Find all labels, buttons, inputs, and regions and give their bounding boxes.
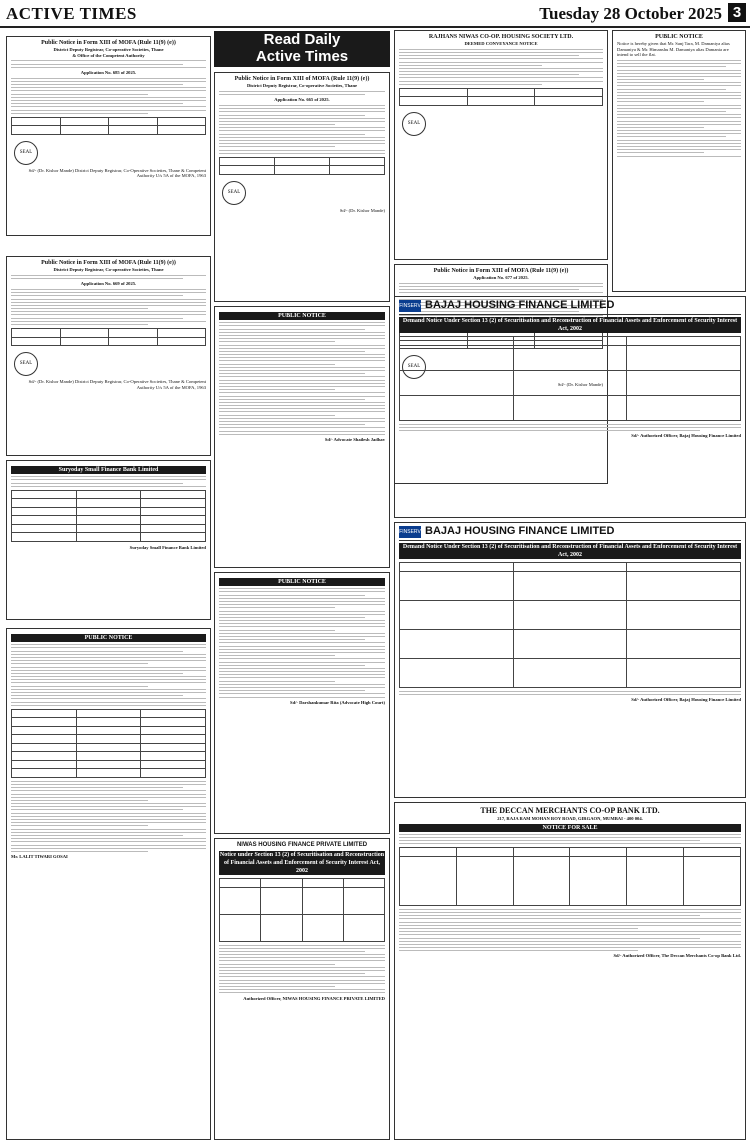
- signatory: Sd/- Authorized Officer, The Deccan Merchants Co-op Bank Ltd.: [613, 953, 741, 959]
- application-number: Application No. 669 of 2025.: [80, 281, 137, 287]
- notice-title: PUBLIC NOTICE: [219, 578, 385, 586]
- seal-stamp: SEAL: [222, 181, 246, 205]
- public-notice-right: [612, 30, 746, 292]
- signatory: Sd/- Authorized Officer, Bajaj Housing Finance Limited: [631, 696, 741, 702]
- society-name: RAJHANS NIWAS CO-OP. HOUSING SOCIETY LTD.: [428, 34, 574, 40]
- suryoday-title: Suryoday Small Finance Bank Limited: [11, 466, 206, 474]
- bajaj-housing-notice-1: [394, 296, 746, 518]
- signatory: Sd/- Advocate Shailesh Jadhav: [324, 436, 385, 442]
- public-notice-left: [6, 628, 211, 1140]
- niwas-housing-notice: [214, 838, 390, 1140]
- notice-body: [219, 588, 385, 697]
- borrower-table: [11, 490, 206, 542]
- borrower-table: [219, 878, 385, 942]
- demand-notice-bar: Demand Notice Under Section 13 (2) of Securitisation and Reconstruction of Financial Assets and Enforcement of Security Interest Act, 2002: [399, 317, 741, 333]
- signatory: Sd/- (Dr. Kishor Mande): [557, 382, 603, 388]
- page-number: 3: [728, 3, 746, 22]
- rajhans-niwas-notice: [394, 30, 608, 260]
- deccan-bank-notice: [394, 802, 746, 1140]
- notice-body: [219, 945, 385, 994]
- notice-body: [399, 424, 741, 431]
- notice-body: [399, 834, 741, 845]
- property-table: [219, 157, 385, 175]
- notice-title: PUBLIC NOTICE: [11, 634, 206, 642]
- notice-body: [219, 322, 385, 435]
- notice-body: [219, 91, 385, 95]
- seal-stamp: SEAL: [402, 355, 426, 379]
- notice-body-2: [11, 78, 206, 114]
- notice-office: District Deputy Registrar, Co-operative Societies, Thane: [53, 267, 164, 272]
- bajaj-logo-icon: FINSERV: [399, 526, 421, 538]
- notice-title: Public Notice in Form XIII of MOFA (Rule 11(9) (e)): [41, 40, 176, 46]
- bajaj-title: BAJAJ HOUSING FINANCE LIMITED: [425, 299, 615, 312]
- notice-for-sale-bar: NOTICE FOR SALE: [399, 824, 741, 832]
- seal-stamp: SEAL: [402, 112, 426, 136]
- notice-body-2: [11, 781, 206, 852]
- public-notice-middle: [214, 306, 390, 568]
- bajaj-title: BAJAJ HOUSING FINANCE LIMITED: [425, 525, 615, 538]
- signatory: Authorized Officer, NIWAS HOUSING FINANCE PRIVATE LIMITED: [243, 995, 385, 1001]
- notice-body-2: [219, 105, 385, 154]
- banner-line-2: Active Times: [255, 48, 349, 65]
- deccan-address: 217, RAJA RAM MOHAN ROY ROAD, GIRGAON, MUMBAI - 400 004.: [497, 816, 643, 821]
- notice-body: [399, 49, 603, 85]
- loan-table: [399, 336, 741, 421]
- read-daily-banner: [214, 31, 390, 67]
- notice-body-2: [11, 289, 206, 325]
- notice-title: Public Notice in Form XIII of MOFA (Rule 11(9) (e)): [41, 260, 176, 266]
- notice-title: PUBLIC NOTICE: [219, 312, 385, 320]
- notice-office: District Deputy Registrar, Co-operative Societies, Thane: [246, 83, 358, 88]
- issue-date: Tuesday 28 October 2025: [539, 4, 722, 23]
- notice-office: District Deputy Registrar, Co-operative Societies, Thane: [53, 47, 164, 52]
- property-table: [11, 117, 206, 135]
- signatory: Sd/- Darshankumar Rita (Advocate High Court): [290, 699, 385, 705]
- notice-body: [11, 644, 206, 706]
- masthead: [0, 0, 750, 28]
- niwas-bar: Notice under Section 13 (2) of Securitisation and Reconstruction of Financial Assets and Enforcement of Security Interest Act, 2002: [219, 852, 385, 874]
- notice-body-2: [399, 909, 741, 951]
- bajaj-housing-notice-2: [394, 522, 746, 798]
- survey-table: [399, 88, 603, 106]
- notice-body: [617, 60, 741, 157]
- notice-mofa-669: [6, 256, 211, 456]
- loan-table: [399, 562, 741, 688]
- notice-title: Public Notice in Form XIII of MOFA (Rule 11(9) (e)): [234, 76, 370, 82]
- notice-mofa-665: [214, 72, 390, 302]
- application-number: Application No. 665 of 2025.: [274, 97, 330, 103]
- public-notice-middle-2: [214, 572, 390, 834]
- application-number: Application No. 685 of 2025.: [80, 69, 137, 75]
- bajaj-header: [399, 300, 741, 315]
- signatory: Sd/- (Dr. Kishor Mande) District Deputy Registrar, Co-Operative Societies, Thane & Competent Authority U/s 5A of the MOFA, 1963: [28, 167, 206, 179]
- signatory: Sd/- (Dr. Kishor Mande) District Deputy Registrar, Co-Operative Societies, Thane & Competent Authority U/s 5A of the MOFA, 1963: [28, 379, 206, 390]
- notice-office-2: & Office of the Competent Authority: [72, 52, 145, 58]
- suryoday-bank-notice: [6, 460, 211, 620]
- signatory: Suryoday Small Finance Bank Limited: [129, 544, 206, 550]
- banner-line-1: Read Daily: [263, 31, 341, 48]
- deccan-title: THE DECCAN MERCHANTS CO-OP BANK LTD.: [480, 806, 660, 815]
- notice-body: [11, 60, 206, 67]
- notice-body: [11, 275, 206, 279]
- notice-title: Public Notice in Form XIII of MOFA (Rule 11(9) (e)): [433, 268, 569, 274]
- bajaj-header: [399, 526, 741, 541]
- demand-notice-bar: Demand Notice Under Section 13 (2) of Securitisation and Reconstruction of Financial Assets and Enforcement of Security Interest Act, 2002: [399, 543, 741, 559]
- signatory: Sd/- Authorized Officer, Bajaj Housing Finance Limited: [631, 433, 741, 439]
- notice-heading: DEEMED CONVEYANCE NOTICE: [464, 41, 538, 46]
- ornaments-table: [11, 709, 206, 778]
- seal-stamp: SEAL: [14, 141, 38, 165]
- property-table: [11, 328, 206, 346]
- signatory: Mr. LALIT TIWARI GOSAI: [11, 854, 68, 860]
- application-number: Application No. 677 of 2025.: [473, 275, 529, 280]
- notice-body: [399, 691, 741, 695]
- notice-title: PUBLIC NOTICE: [655, 34, 703, 40]
- publication-name: ACTIVE TIMES: [6, 4, 137, 23]
- notice-mofa-685: [6, 36, 211, 236]
- niwas-title: NIWAS HOUSING FINANCE PRIVATE LIMITED: [236, 842, 368, 848]
- bajaj-logo-icon: FINSERV: [399, 300, 421, 312]
- notice-body: [11, 476, 206, 487]
- notice-text: Notice is hereby given that Mr. Sanj Tara, M. Damaniya alias Damaniya & Mr. Himanshu M. Damaniya alias Damania are intend to sell the flat.: [617, 41, 730, 58]
- seal-stamp: SEAL: [14, 352, 38, 376]
- signatory: Sd/- (Dr. Kishor Mande): [339, 207, 385, 213]
- sale-table: [399, 847, 741, 906]
